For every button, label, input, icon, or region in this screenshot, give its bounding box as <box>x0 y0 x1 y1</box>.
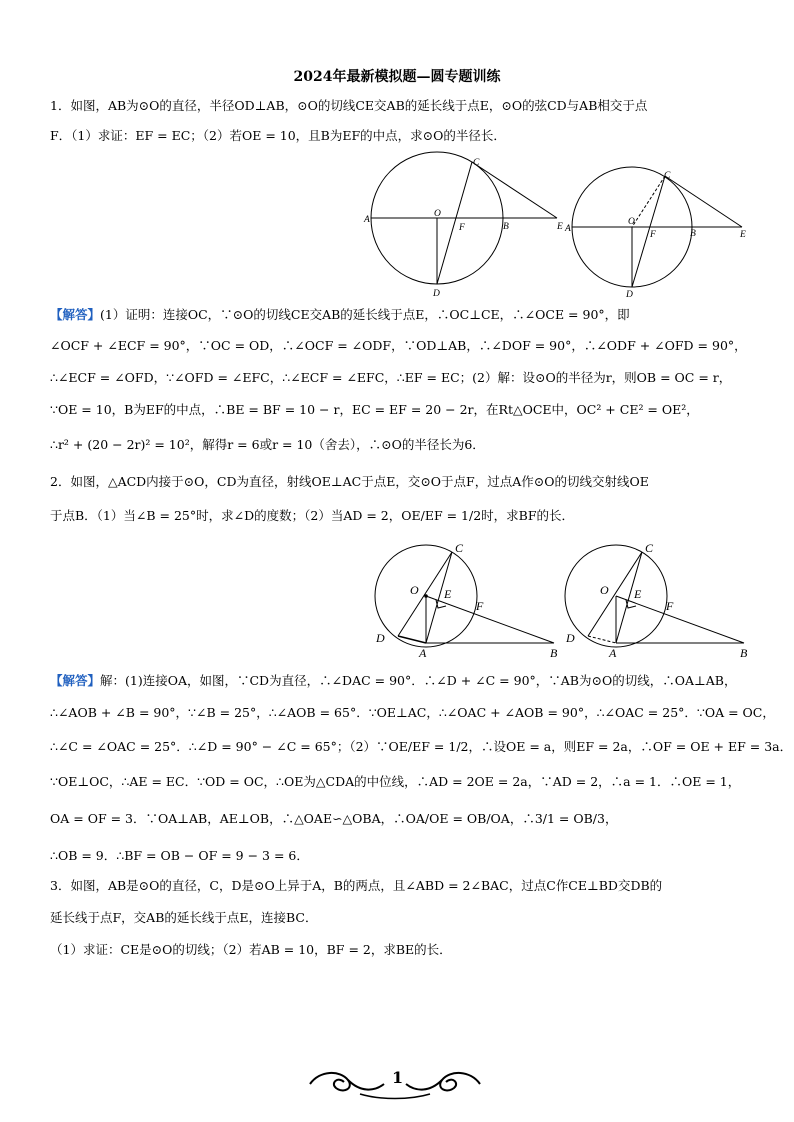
fig3-label-O: O <box>410 583 419 597</box>
fig1-label-C: C <box>473 158 480 168</box>
p1-answer-tag: 【解答】 <box>50 307 101 322</box>
page-title: 2024年最新模拟题—圆专题训练 <box>293 69 501 85</box>
p2-question-line1: 2．如图，△ACD内接于⊙O，CD为直径，射线OE⊥AC于点E，交⊙O于点F，过点A作⊙O的切线交射线OE <box>50 474 649 489</box>
p1-answer-line3: ∴∠ECF = ∠OFD，∵∠OFD = ∠EFC，∴∠ECF = ∠EFC，∴EF = EC；(2）解：设⊙O的半径为r，则OB = OC = r， <box>50 370 732 385</box>
figure-4 <box>556 540 756 665</box>
p2-answer-text1: 解：(1)连接OA，如图，∵CD为直径，∴∠DAC = 90°．∴∠D + ∠C = 90°，∵AB为⊙O的切线，∴OA⊥AB， <box>100 673 737 688</box>
fig4-label-E: E <box>634 587 642 601</box>
p2-answer-line4: ∵OE⊥OC，∴AE = EC．∵OD = OC，∴OE为△CDA的中位线，∴AD = 2OE = 2a，∵AD = 2，∴a = 1．∴OE = 1， <box>50 774 741 789</box>
figure-2 <box>560 160 760 300</box>
fig3-label-B: B <box>550 646 558 660</box>
fig4-label-F: F <box>666 599 674 613</box>
fig1-label-E: E <box>557 222 563 232</box>
p1-question-line2: F．（1）求证：EF = EC；（2）若OE = 10，且B为EF的中点，求⊙O的半径长． <box>50 128 506 143</box>
p1-question-line1: 1．如图，AB为⊙O的直径，半径OD⊥AB，⊙O的切线CE交AB的延长线于点E，⊙O的弦CD与AB相交于点 <box>50 98 648 113</box>
fig1-label-F: F <box>459 223 465 233</box>
p3-question-line3: （1）求证：CE是⊙O的切线；（2）若AB = 10，BF = 2，求BE的长． <box>50 942 452 957</box>
fig3-label-D: D <box>376 631 385 645</box>
p2-answer-line6: ∴OB = 9．∴BF = OB − OF = 9 − 3 = 6． <box>50 848 309 863</box>
p3-question-line2: 延长线于点F，交AB的延长线于点E，连接BC． <box>50 910 318 925</box>
fig1-label-D: D <box>433 289 440 299</box>
fig2-label-C: C <box>664 171 671 181</box>
fig2-label-D: D <box>626 290 633 300</box>
fig1-label-O: O <box>434 209 441 219</box>
page-number: 1 <box>392 1068 404 1087</box>
fig3-label-F: F <box>476 599 484 613</box>
fig3-label-E: E <box>444 587 452 601</box>
figure-3 <box>366 540 566 665</box>
fig1-label-B: B <box>503 222 509 232</box>
p1-answer-text1: (1）证明：连接OC，∵⊙O的切线CE交AB的延长线于点E，∴OC⊥CE，∴∠OCE = 90°，即 <box>100 307 630 322</box>
fig2-label-F: F <box>650 230 656 240</box>
fig2-label-E: E <box>740 230 746 240</box>
fig2-label-B: B <box>690 229 696 239</box>
fig3-label-C: C <box>455 541 464 555</box>
p3-question-line1: 3．如图，AB是⊙O的直径，C，D是⊙O上异于A，B的两点，且∠ABD = 2∠BAC，过点C作CE⊥BD交DB的 <box>50 878 663 893</box>
p2-answer-line5: OA = OF = 3．∵OA⊥AB，AE⊥OB，∴△OAE∽△OBA，∴OA/OE = OB/OA，∴3/1 = OB/3， <box>50 811 618 826</box>
p2-answer-line3: ∴∠C = ∠OAC = 25°．∴∠D = 90° − ∠C = 65°；（2）∵OE/EF = 1/2，∴设OE = a，则EF = 2a，∴OF = OE + EF = 3a． <box>50 739 793 754</box>
fig2-label-O: O <box>628 217 635 227</box>
fig3-label-A: A <box>419 646 427 660</box>
fig1-label-A: A <box>364 215 370 225</box>
fig2-label-A: A <box>565 224 571 234</box>
fig4-label-B: B <box>740 646 748 660</box>
p2-question-line2: 于点B．（1）当∠B = 25°时，求∠D的度数；（2）当AD = 2，OE/EF = 1/2时，求BF的长． <box>50 508 575 523</box>
p2-answer-tag: 【解答】 <box>50 673 101 688</box>
fig4-label-D: D <box>566 631 575 645</box>
p1-answer-line5: ∴r² + (20 − 2r)² = 10²，解得r = 6或r = 10（舍去），∴⊙O的半径长为6． <box>50 437 485 452</box>
fig4-label-O: O <box>600 583 609 597</box>
p2-answer-line2: ∴∠AOB + ∠B = 90°，∵∠B = 25°，∴∠AOB = 65°．∵OE⊥AC，∴∠OAC + ∠AOB = 90°，∴∠OAC = 25°．∵OA = OC， <box>50 705 775 720</box>
fig4-label-A: A <box>609 646 617 660</box>
fig4-label-C: C <box>645 541 654 555</box>
p2-answer-line1 <box>50 673 736 689</box>
p1-answer-line4: ∵OE = 10，B为EF的中点，∴BE = BF = 10 − r，EC = EF = 20 − 2r，在Rt△OCE中，OC² + CE² = OE²， <box>50 402 699 417</box>
figure-1 <box>360 150 570 300</box>
p1-answer-line1 <box>50 307 630 323</box>
p1-answer-line2: ∠OCF + ∠ECF = 90°，∵OC = OD，∴∠OCF = ∠ODF，∵OD⊥AB，∴∠DOF = 90°，∴∠ODF + ∠OFD = 90°， <box>50 338 747 353</box>
